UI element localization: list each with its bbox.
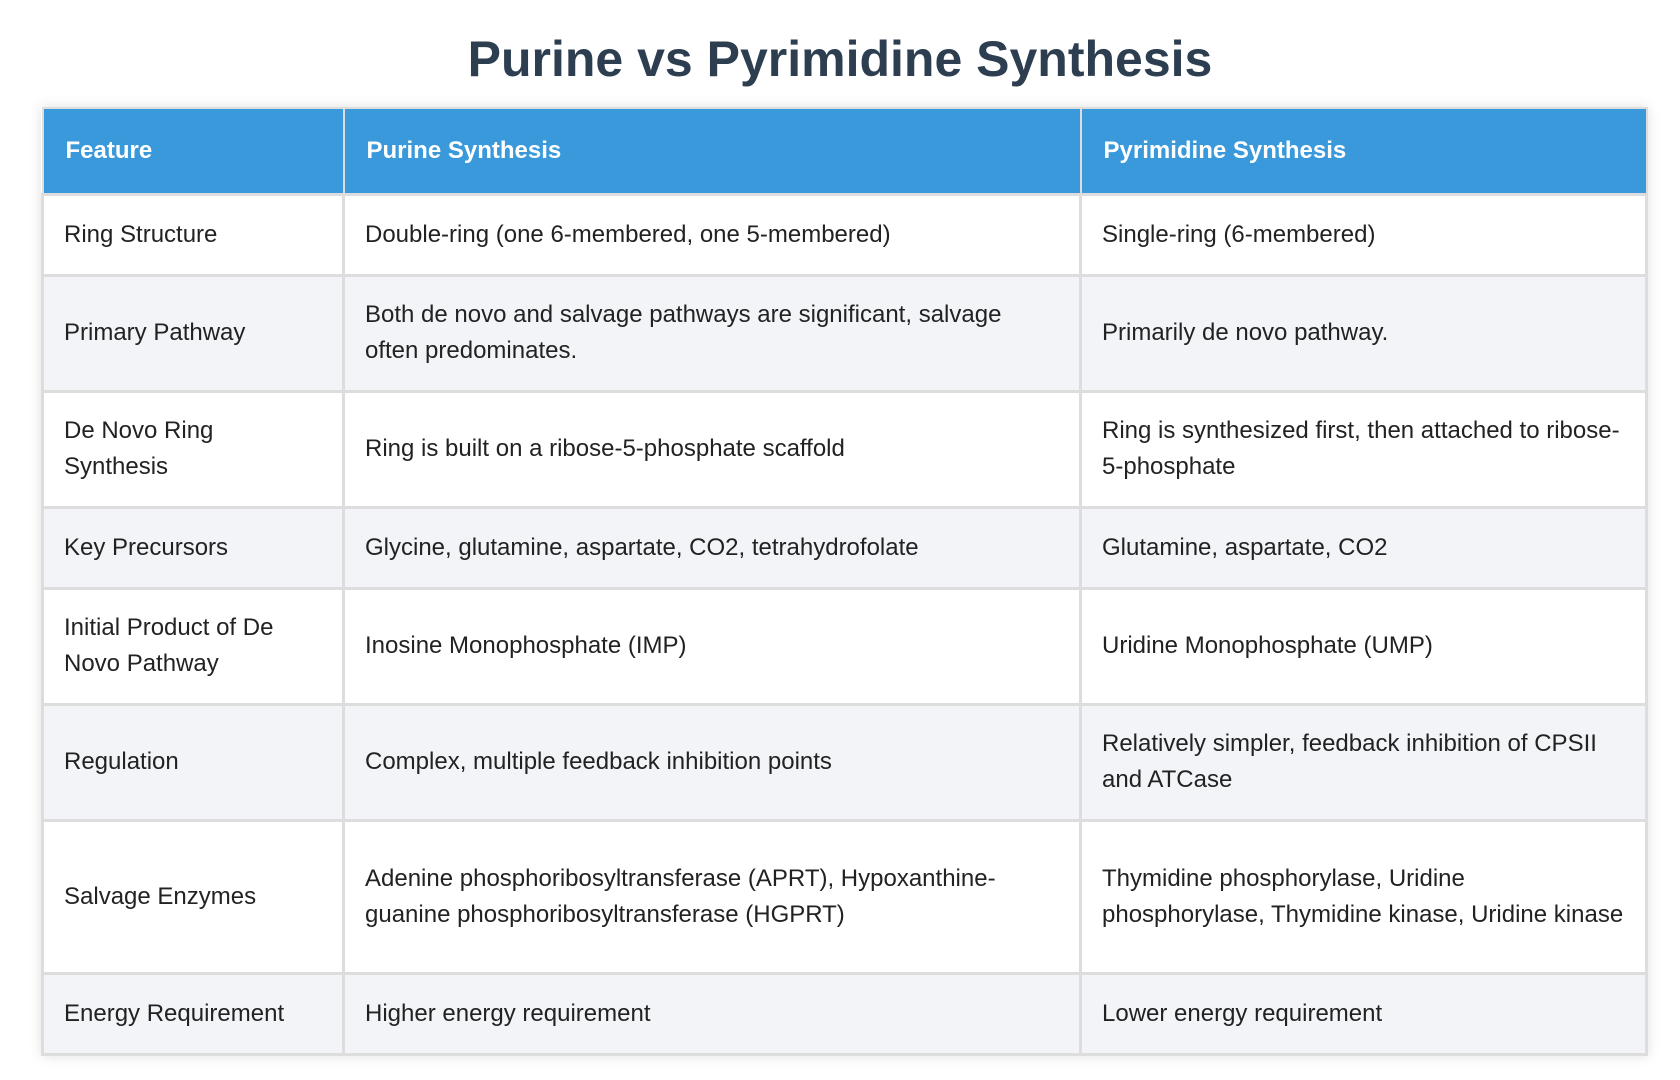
table-row — [43, 820, 1647, 973]
column-header-feature: Feature — [43, 108, 344, 194]
pyrimidine-cell: Primarily de novo pathway. — [1081, 275, 1647, 391]
page-title: Purine vs Pyrimidine Synthesis — [467, 31, 1213, 87]
table-header-row — [43, 108, 1647, 194]
table-row — [43, 391, 1647, 507]
purine-cell: Double-ring (one 6-membered, one 5-membered) — [344, 194, 1081, 275]
table-row — [43, 973, 1647, 1054]
comparison-table — [41, 107, 1648, 1056]
purine-cell: Ring is built on a ribose-5-phosphate scaffold — [344, 391, 1081, 507]
purine-cell: Both de novo and salvage pathways are significant, salvage often predominates. — [344, 275, 1081, 391]
table-row — [43, 507, 1647, 588]
purine-cell: Higher energy requirement — [344, 973, 1081, 1054]
table-row — [43, 194, 1647, 275]
feature-cell: Primary Pathway — [43, 275, 344, 391]
feature-cell: Initial Product of De Novo Pathway — [43, 588, 344, 704]
feature-cell: De Novo Ring Synthesis — [43, 391, 344, 507]
pyrimidine-cell: Relatively simpler, feedback inhibition of CPSII and ATCase — [1081, 704, 1647, 820]
pyrimidine-cell: Thymidine phosphorylase, Uridine phosphorylase, Thymidine kinase, Uridine kinase — [1081, 820, 1647, 973]
table-row — [43, 588, 1647, 704]
feature-cell: Regulation — [43, 704, 344, 820]
column-header-pyrimidine: Pyrimidine Synthesis — [1081, 108, 1647, 194]
purine-cell: Inosine Monophosphate (IMP) — [344, 588, 1081, 704]
purine-cell: Glycine, glutamine, aspartate, CO2, tetrahydrofolate — [344, 507, 1081, 588]
feature-cell: Key Precursors — [43, 507, 344, 588]
purine-cell: Adenine phosphoribosyltransferase (APRT), Hypoxanthine-guanine phosphoribosyltransferase (HGPRT) — [344, 820, 1081, 973]
table-row — [43, 275, 1647, 391]
pyrimidine-cell: Uridine Monophosphate (UMP) — [1081, 588, 1647, 704]
feature-cell: Ring Structure — [43, 194, 344, 275]
pyrimidine-cell: Glutamine, aspartate, CO2 — [1081, 507, 1647, 588]
pyrimidine-cell: Ring is synthesized first, then attached to ribose-5-phosphate — [1081, 391, 1647, 507]
pyrimidine-cell: Lower energy requirement — [1081, 973, 1647, 1054]
feature-cell: Energy Requirement — [43, 973, 344, 1054]
pyrimidine-cell: Single-ring (6-membered) — [1081, 194, 1647, 275]
purine-cell: Complex, multiple feedback inhibition points — [344, 704, 1081, 820]
column-header-purine: Purine Synthesis — [344, 108, 1081, 194]
table-row — [43, 704, 1647, 820]
feature-cell: Salvage Enzymes — [43, 820, 344, 973]
